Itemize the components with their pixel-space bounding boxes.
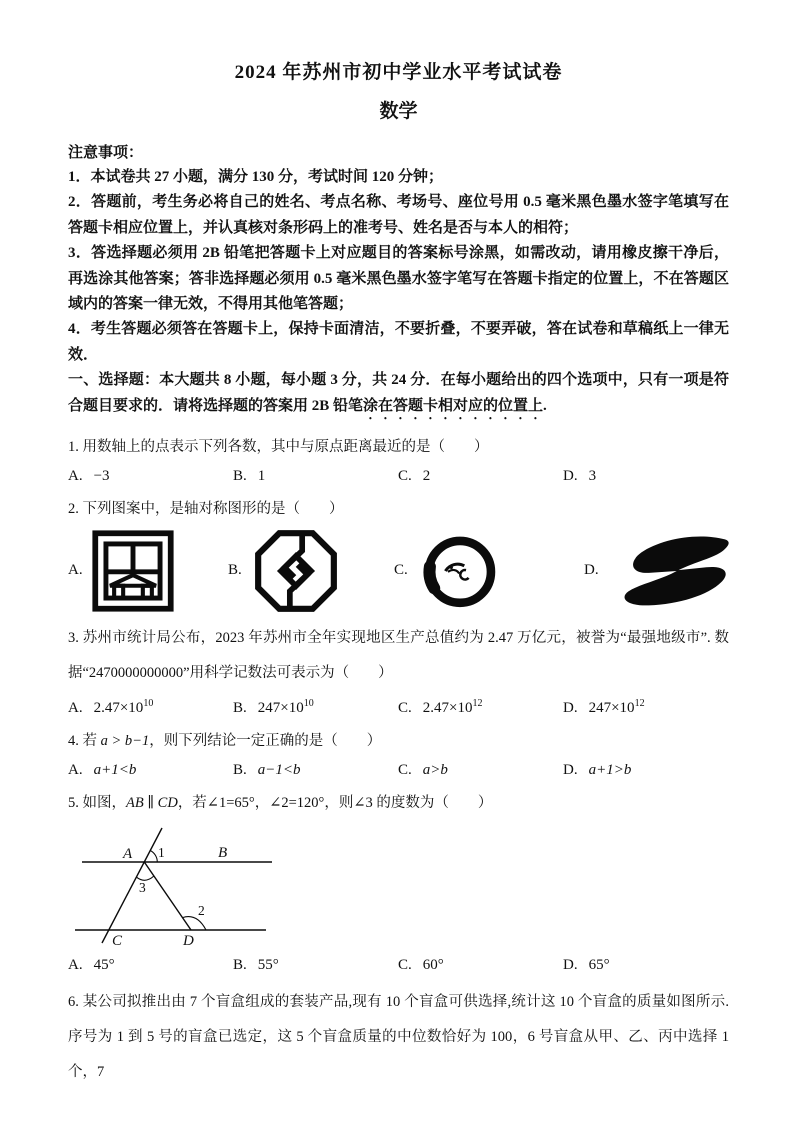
octagon-spiral-logo-icon xyxy=(251,527,341,615)
question-5-options xyxy=(68,957,729,974)
q1-option-d xyxy=(563,468,729,485)
q5-option-a xyxy=(68,957,233,974)
question-3-text: 3. 苏州市统计局公布，2023 年苏州市全年实现地区生产总值约为 2.47 万亿元，被誉为“最强地级市”. 数据“2470000000000”用科学记数法可表示为（ ） xyxy=(68,629,729,681)
q1-option-a-label: A. xyxy=(68,467,83,484)
q5-option-c-label: C. xyxy=(398,956,412,973)
q5-option-b-label: B. xyxy=(233,956,247,973)
q2-option-c-label: C. xyxy=(394,562,408,579)
q5-option-c-value: 60° xyxy=(422,956,444,973)
q4-option-d-value: a+1>b xyxy=(588,761,632,778)
notice-item-2: 2．答题前，考生务必将自己的姓名、考点名称、考场号、座位号用 0.5 毫米黑色墨水签字笔填写在答题卡相应位置上，并认真核对条形码上的准考号、姓名是否与本人的相符； xyxy=(68,194,729,236)
q5-option-d-value: 65° xyxy=(588,956,610,973)
q3-option-c xyxy=(398,697,563,717)
notice-heading: 注意事项： xyxy=(68,145,144,161)
question-2-options xyxy=(68,526,729,614)
q3-option-c-label: C. xyxy=(398,699,412,716)
q1-option-c-value: 2 xyxy=(422,467,431,484)
q1-option-b xyxy=(233,468,398,485)
page-title: 2024 年苏州市初中学业水平考试试卷 xyxy=(234,62,563,83)
q4-option-a-value: a+1<b xyxy=(93,761,137,778)
q4-text-suffix: ，则下列结论一定正确的是（ ） xyxy=(149,732,382,749)
q3-option-a-value: $2.47\times 10^{10}$ xyxy=(93,697,154,716)
q3-option-c-value: $2.47\times 10^{12}$ xyxy=(422,697,483,716)
q1-option-a xyxy=(68,468,233,485)
question-4-text xyxy=(68,730,729,753)
q5-text-math: AB ∥ CD xyxy=(126,794,178,811)
question-3-options xyxy=(68,697,729,717)
s-swoosh-logo-icon xyxy=(608,533,738,609)
section1-heading xyxy=(68,368,729,422)
q4-option-a-label: A. xyxy=(68,761,83,778)
notice-item-1: 1．本试卷共 27 小题，满分 130 分，考试时间 120 分钟； xyxy=(68,169,444,185)
question-5-figure xyxy=(70,822,729,953)
q3-option-b-label: B. xyxy=(233,699,247,716)
q5-option-b xyxy=(233,957,398,974)
q2-option-b xyxy=(228,527,394,615)
parallel-lines-figure-icon xyxy=(70,822,282,948)
q1-option-b-value: 1 xyxy=(257,467,266,484)
figure-label-D: D xyxy=(183,932,194,948)
ink-brush-circle-logo-icon xyxy=(417,526,503,616)
question-1-options xyxy=(68,468,729,485)
q2-option-d xyxy=(564,533,738,609)
q5-option-d-label: D. xyxy=(563,956,578,973)
q2-option-d-label: D. xyxy=(584,562,599,579)
figure-label-angle1: 1 xyxy=(158,844,165,860)
q5-option-a-value: 45° xyxy=(93,956,115,973)
q4-option-c-label: C. xyxy=(398,761,412,778)
notice-item-4: 4．考生答题必须答在答题卡上，保持卡面清洁，不要折叠，不要弄破，答在试卷和草稿纸上一律无效． xyxy=(68,321,729,363)
q1-option-c xyxy=(398,468,563,485)
figure-label-B: B xyxy=(218,844,228,861)
question-2-text: 2. 下列图案中，是轴对称图形的是（ ） xyxy=(68,500,344,517)
notice-item-3: 3．答选择题必须用 2B 铅笔把答题卡上对应题目的答案标号涂黑，如需改动，请用橡皮擦干净后，再选涂其他答案；答非选择题必须用 0.5 毫米黑色墨水签字笔写在答题卡指定的位置上，不在答题区域内的答案一律无效，不得用其他笔答题； xyxy=(68,245,729,313)
q1-option-d-value: 3 xyxy=(588,467,597,484)
q4-option-d xyxy=(563,762,729,779)
question-5-text xyxy=(68,792,729,815)
q1-option-b-label: B. xyxy=(233,467,247,484)
section1-emphasized-text: 涂在答题卡相对应的位置上 xyxy=(363,397,544,414)
subject-title: 数学 xyxy=(379,101,418,122)
q4-option-d-label: D. xyxy=(563,761,578,778)
q1-option-c-label: C. xyxy=(398,467,412,484)
q5-option-d xyxy=(563,957,729,974)
q5-option-c xyxy=(398,957,563,974)
q2-option-a xyxy=(68,529,228,613)
q3-option-a-label: A. xyxy=(68,699,83,716)
q2-option-a-label: A. xyxy=(68,562,83,579)
q4-option-a xyxy=(68,762,233,779)
q4-text-prefix: 4. 若 xyxy=(68,732,101,749)
q1-option-a-value: −3 xyxy=(93,467,110,484)
q4-option-c xyxy=(398,762,563,779)
q3-option-a xyxy=(68,697,233,717)
q4-option-b-label: B. xyxy=(233,761,247,778)
figure-label-angle3: 3 xyxy=(139,879,146,895)
q5-text-suffix: ，若∠1=65°，∠2=120°，则∠3 的度数为（ ） xyxy=(177,794,493,811)
q3-option-b-value: $247\times 10^{10}$ xyxy=(257,697,314,716)
q3-option-d xyxy=(563,697,729,717)
q2-option-b-label: B. xyxy=(228,562,242,579)
q5-option-a-label: A. xyxy=(68,956,83,973)
q5-option-b-value: 55° xyxy=(257,956,279,973)
q4-option-b xyxy=(233,762,398,779)
figure-label-C: C xyxy=(112,932,123,948)
question-6-text: 6. 某公司拟推出由 7 个盲盒组成的套装产品,现有 10 个盲盒可供选择,统计这 10 个盲盒的质量如图所示.序号为 1 到 5 号的盲盒已选定，这 5 个盲盒质量的中位数恰好为 100，6 号盲盒从甲、乙、丙中选择 1 个，7 xyxy=(68,993,729,1080)
q5-text-prefix: 5. 如图， xyxy=(68,794,126,811)
q1-option-d-label: D. xyxy=(563,467,578,484)
figure-label-angle2: 2 xyxy=(198,902,205,918)
q4-option-b-value: a−1<b xyxy=(257,761,301,778)
q4-option-c-value: a>b xyxy=(422,761,448,778)
question-1-text: 1. 用数轴上的点表示下列各数，其中与原点距离最近的是（ ） xyxy=(68,438,489,455)
q3-option-b xyxy=(233,697,398,717)
section1-lead: 一、选择题：本大题共 8 小题，每小题 3 分，共 24 分．在每小题给出的四个选项中，只有一项是符合题目要求的．请将选择题的答案用 2B 铅笔 xyxy=(68,372,729,414)
q2-option-c xyxy=(394,526,564,616)
q3-option-d-value: $247\times 10^{12}$ xyxy=(588,697,645,716)
gate-window-logo-icon xyxy=(92,529,174,613)
q4-text-math: a > b−1 xyxy=(100,732,150,749)
section1-tail: . xyxy=(543,397,547,414)
question-4-options xyxy=(68,762,729,779)
q3-option-d-label: D. xyxy=(563,699,578,716)
figure-label-A: A xyxy=(123,845,133,862)
